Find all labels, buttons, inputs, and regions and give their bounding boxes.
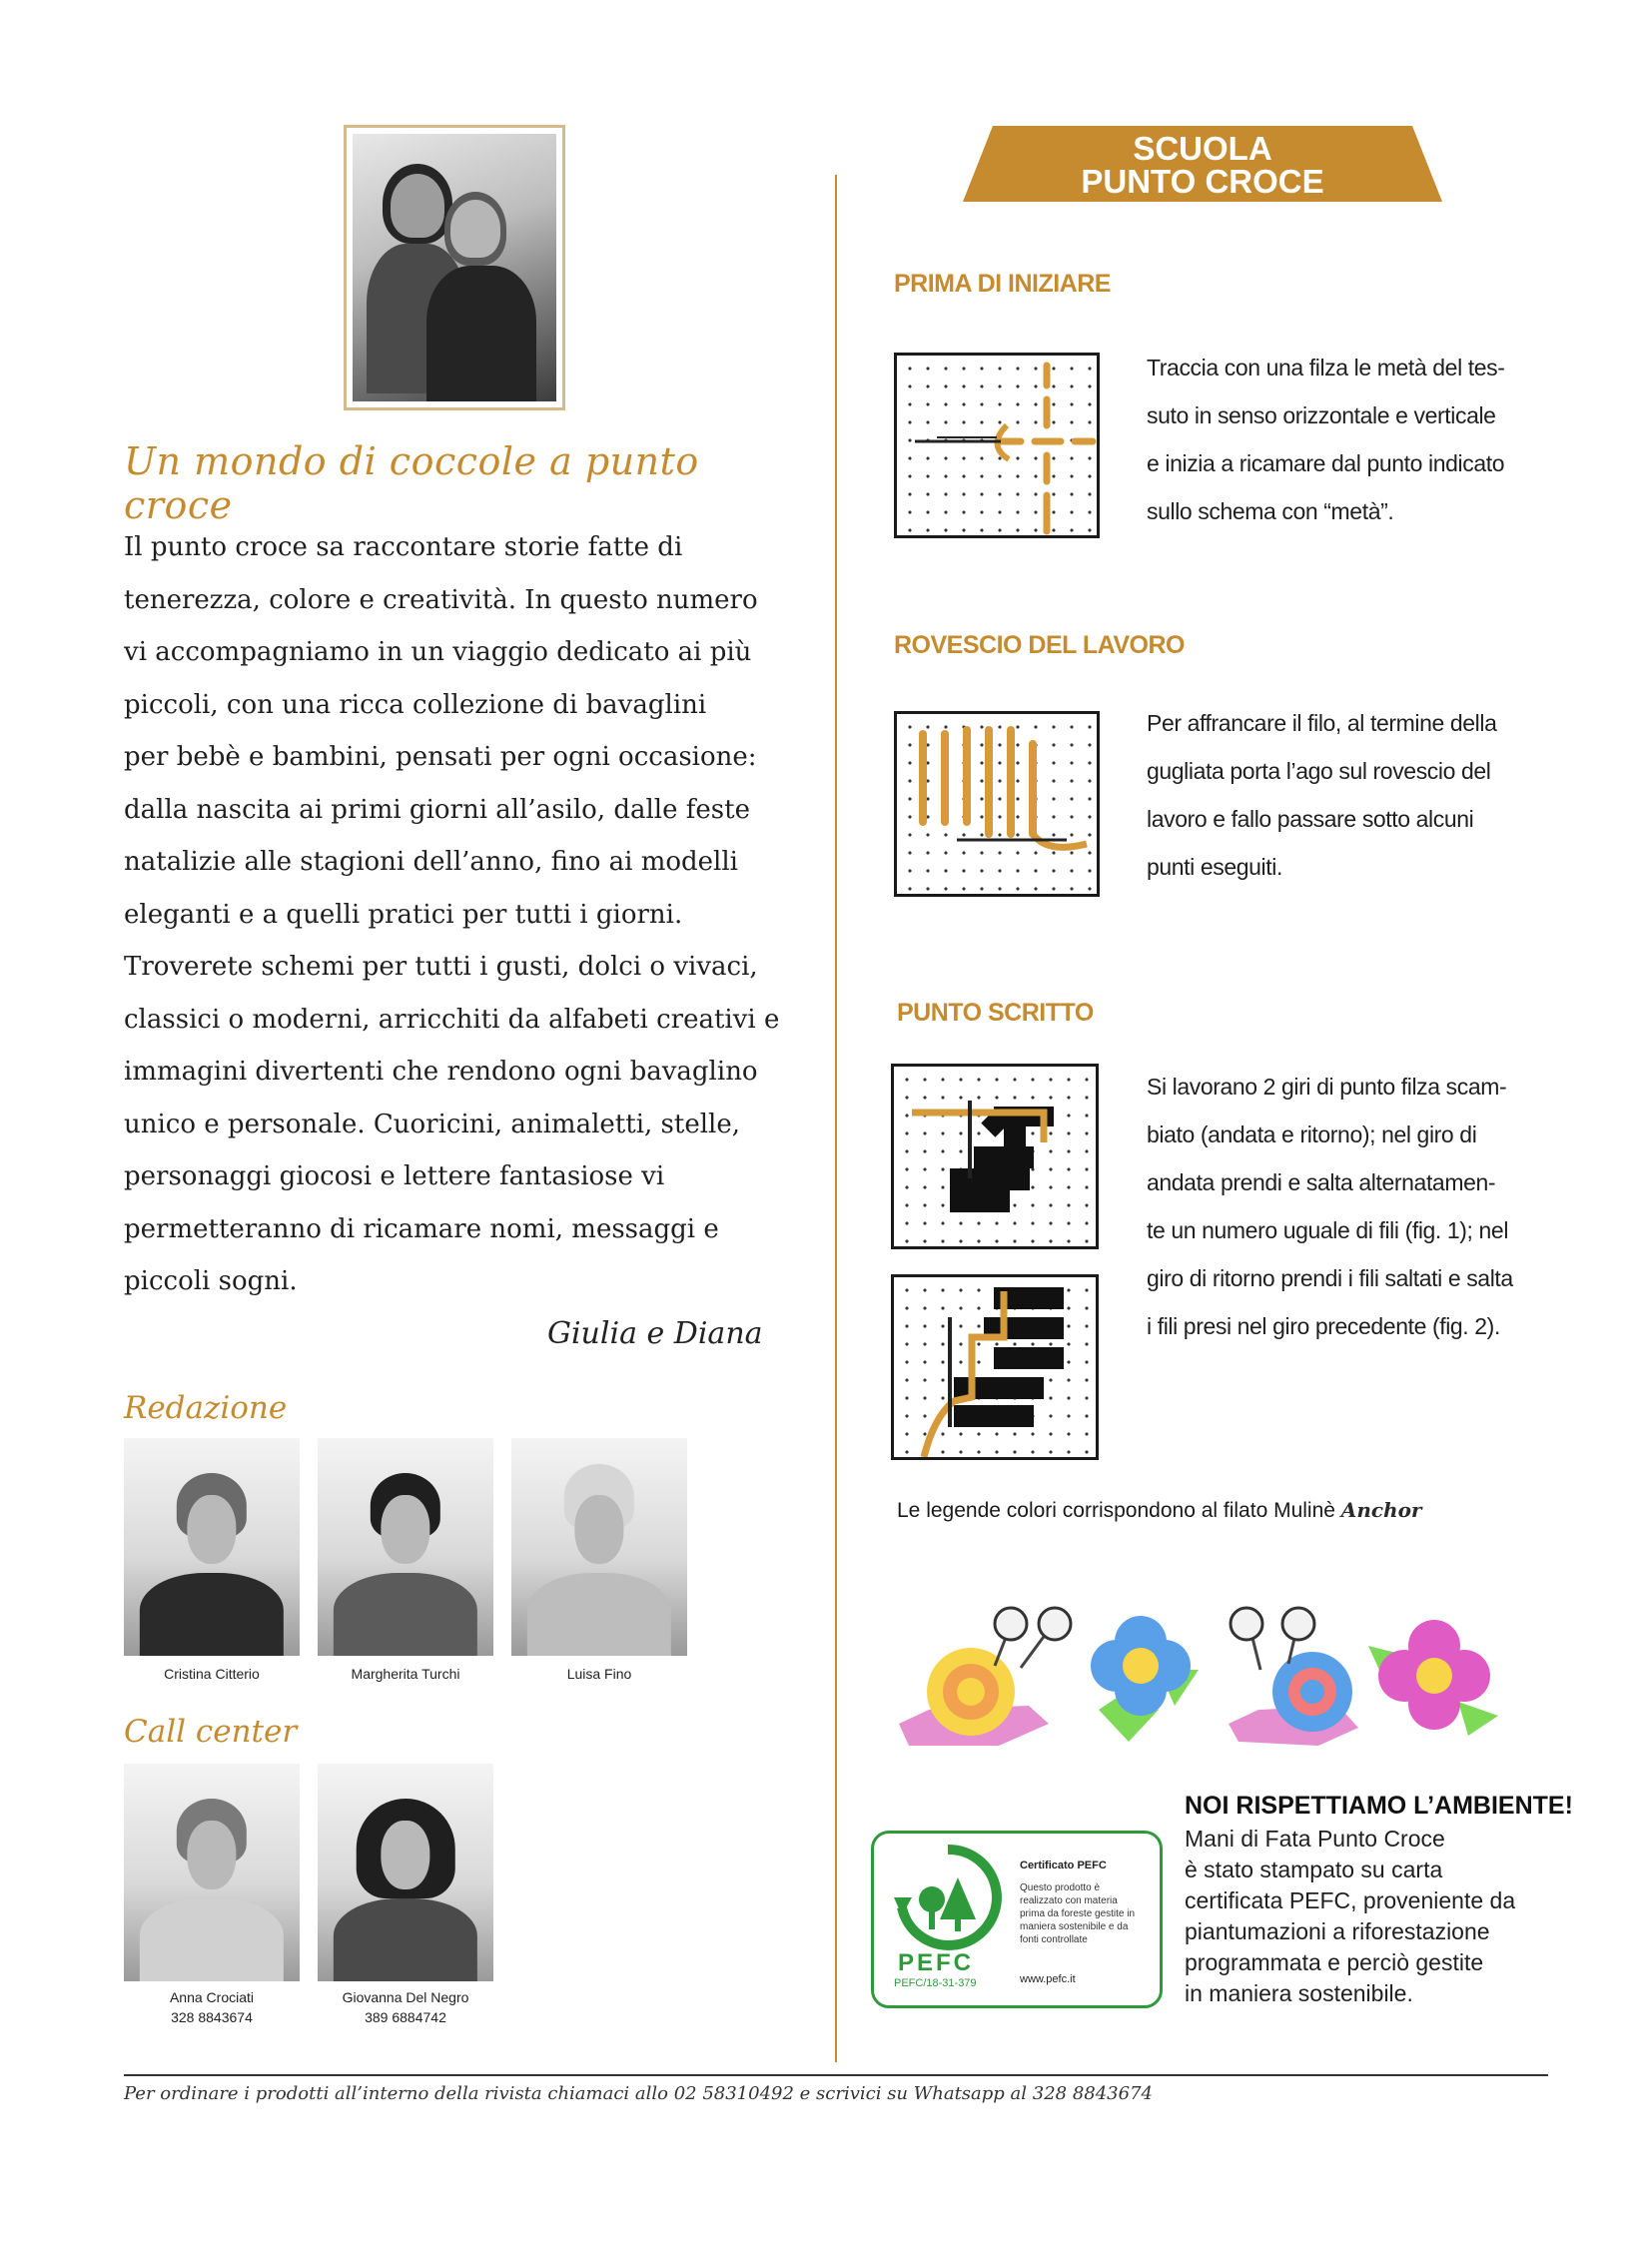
- legend-note: [897, 1498, 1421, 1523]
- anchor-logo: Anchor: [1340, 1498, 1422, 1522]
- editorial-intro: Il punto croce sa raccontare storie fatte di tenerezza, colore e creatività. In questo numero vi accompagniamo in un viaggio dedicato ai più piccoli, con una ricca collezione di bavaglini per bebè e bambini, pensati per ogni occasione: dalla nascita ai primi giorni all’asilo, dalle feste natalizie alle stagioni dell’anno, fino ai modelli eleganti e a quelli pratici per tutti i giorni. Troverete schemi per tutti i gusti, dolci o vivaci, classici o moderni, arricchiti da alfabeti creativi e immagini divertenti che rendono ogni bavaglino unico e personale. Cuoricini, animaletti, stelle, personaggi giocosi e lettere fantasiose vi permetteranno di ricamare nomi, messaggi e piccoli sogni.: [124, 532, 780, 1296]
- staff-name: Cristina Citterio: [164, 1666, 260, 1682]
- pefc-logo-text: PEFC: [898, 1949, 975, 1976]
- staff-photo: [511, 1438, 687, 1656]
- signature: Giulia e Diana: [547, 1316, 763, 1351]
- section-desc-rovescio: [1147, 699, 1496, 891]
- pefc-code: PEFC/18-31-379: [894, 1977, 977, 1989]
- staff-name: Anna Crociati: [169, 1989, 255, 2005]
- section-desc-prima: [1147, 344, 1505, 535]
- desc-line: i fili presi nel giro precedente (fig. 2).: [1147, 1313, 1500, 1339]
- snail-flower-decoration: [899, 1606, 1538, 1756]
- desc-line: Traccia con una filza le metà del tes-: [1147, 355, 1505, 380]
- banner-line-2: PUNTO CROCE: [1081, 163, 1324, 200]
- section-heading-rovescio: ROVESCIO DEL LAVORO: [894, 631, 1186, 659]
- diagram-scritto-fig2: [891, 1274, 1099, 1460]
- desc-line: lavoro e fallo passare sotto alcuni: [1147, 806, 1474, 832]
- pefc-description: Questo prodotto è realizzato con materia prima da foreste gestite in maniera sostenibile e da fonti controllate: [1020, 1882, 1136, 1945]
- legend-note-text: Le legende colori corrispondono al filato Mulinè: [897, 1499, 1335, 1522]
- eco-title: NOI RISPETTIAMO L’AMBIENTE!: [1185, 1792, 1573, 1820]
- footer-divider: [124, 2074, 1548, 2076]
- desc-line: biato (andata e ritorno); nel giro di: [1147, 1121, 1477, 1147]
- section-desc-scritto: [1147, 1063, 1513, 1350]
- footer-order-info: Per ordinare i prodotti all’interno della rivista chiamaci allo 02 58310492 e scrivici su Whatsapp al 328 8843674: [124, 2083, 1153, 2104]
- diagram-prima: [894, 353, 1100, 538]
- call-center-heading: Call center: [124, 1714, 298, 1750]
- desc-line: gugliata porta l’ago sul rovescio del: [1147, 758, 1491, 784]
- staff-phone: 389 6884742: [365, 2009, 446, 2025]
- staff-photo: [124, 1764, 300, 1981]
- diagram-rovescio: [894, 711, 1100, 897]
- desc-line: punti eseguiti.: [1147, 854, 1282, 880]
- staff-name: Luisa Fino: [566, 1666, 632, 1682]
- editorial-headline: Un mondo di coccole a punto croce: [124, 439, 699, 527]
- staff-photo: [124, 1438, 300, 1656]
- eco-text: Mani di Fata Punto Croce è stato stampato su carta certificata PEFC, proveniente da piantumazioni a riforestazione programmata e perciò gestite in maniera sostenibile.: [1185, 1826, 1516, 2006]
- editors-photo: [344, 125, 565, 410]
- diagram-scritto-fig1: [891, 1064, 1099, 1249]
- staff-photo: [318, 1764, 493, 1981]
- staff-photo: [318, 1438, 493, 1656]
- staff-phone: 328 8843674: [171, 2009, 253, 2025]
- desc-line: e inizia a ricamare dal punto indicato: [1147, 450, 1505, 476]
- desc-line: te un numero uguale di fili (fig. 1); nel: [1147, 1217, 1509, 1243]
- desc-line: Per affrancare il filo, al termine della: [1147, 710, 1497, 736]
- section-heading-scritto: PUNTO SCRITTO: [897, 999, 1094, 1027]
- desc-line: andata prendi e salta alternatamen-: [1147, 1169, 1496, 1195]
- column-divider: [835, 175, 837, 2062]
- redazione-heading: Redazione: [124, 1390, 288, 1426]
- staff-name: Margherita Turchi: [351, 1666, 460, 1682]
- desc-line: sullo schema con “metà”.: [1147, 498, 1394, 524]
- desc-line: suto in senso orizzontale e verticale: [1147, 402, 1496, 428]
- section-heading-prima: PRIMA DI INIZIARE: [894, 270, 1111, 298]
- pefc-title: Certificato PEFC: [1020, 1860, 1107, 1871]
- pefc-certificate: [871, 1831, 1163, 2008]
- school-banner: [963, 126, 1442, 202]
- staff-name: Giovanna Del Negro: [342, 1989, 469, 2005]
- pefc-url: www.pefc.it: [1020, 1973, 1076, 1985]
- desc-line: giro di ritorno prendi i fili saltati e salta: [1147, 1265, 1513, 1291]
- banner-line-1: SCUOLA: [1133, 130, 1272, 167]
- desc-line: Si lavorano 2 giri di punto filza scam-: [1147, 1074, 1507, 1100]
